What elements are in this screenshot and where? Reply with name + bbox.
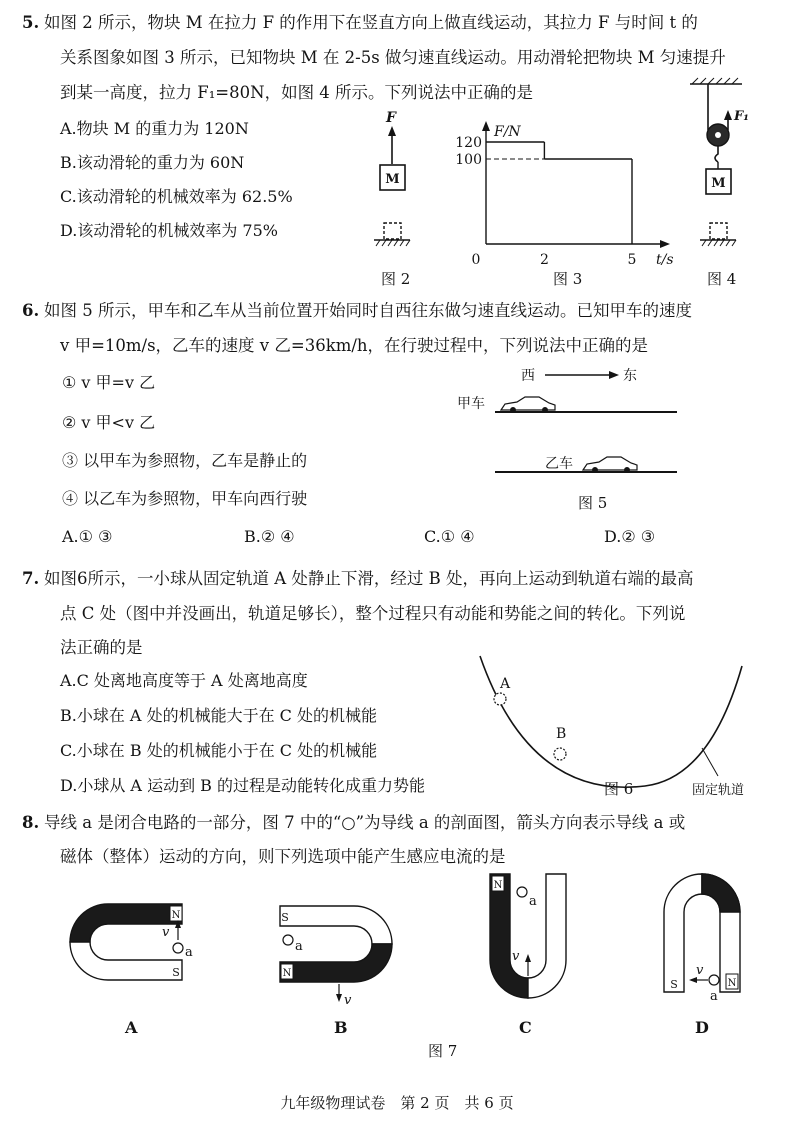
fig7-label-b: B — [334, 1018, 348, 1037]
fig7-label-d: D — [695, 1018, 709, 1037]
fig3-x-arrowhead — [660, 240, 670, 248]
svg-text:S: S — [281, 911, 289, 924]
fig4-dashed-block — [710, 223, 727, 239]
fig2-caption: 图 2 — [381, 270, 411, 288]
fig7c-wire — [517, 887, 527, 897]
fig6-label-b: B — [556, 726, 567, 742]
svg-text:N: N — [282, 968, 292, 979]
fig5-west-label: 西 — [521, 368, 535, 384]
q7-option-b: B.小球在 A 处的机械能大于在 C 处的机械能 — [60, 706, 377, 725]
figure-4 — [690, 80, 770, 280]
figure-3-chart — [448, 112, 678, 272]
fig6-track-label: 固定轨道 — [692, 783, 745, 798]
figure-2 — [370, 108, 430, 288]
fig7-label-c: C — [519, 1018, 532, 1037]
fig7b-wire — [283, 935, 293, 945]
fig5-car-b-label: 乙车 — [545, 456, 573, 472]
q7-stem-line3: 法正确的是 — [60, 638, 143, 657]
q6-number: 6. — [22, 301, 40, 320]
fig3-y-tick-label: 120 — [455, 135, 482, 151]
page-footer: 九年级物理试卷 第 2 页 共 6 页 — [280, 1094, 514, 1112]
fig6-caption: 图 6 — [604, 780, 634, 798]
fig7-magnet-a — [70, 900, 200, 990]
q6-statement-2: ② v 甲<v 乙 — [62, 413, 156, 432]
fig7-magnet-d — [660, 868, 760, 1008]
fig6-ball-b — [554, 748, 566, 760]
fig4-ground-hatch — [702, 240, 736, 246]
fig2-ground-hatch — [376, 240, 410, 246]
figure-5 — [455, 360, 695, 490]
svg-text:a: a — [529, 894, 537, 909]
fig2-block-label: M — [385, 172, 400, 187]
fig3-x-tick-label: 5 — [627, 252, 637, 268]
svg-text:N: N — [727, 978, 737, 989]
q6-stem-line2: v 甲=10m/s，乙车的速度 v 乙=36km/h，在行驶过程中，下列说法中正确的是 — [60, 336, 649, 355]
q7-stem-line1: 如图6所示，一小球从固定轨道 A 处静止下滑，经过 B 处，再向上运动到轨道右端的最高 — [44, 569, 694, 588]
q6-statement-3: ③ 以甲车为参照物，乙车是静止的 — [62, 451, 308, 470]
fig3-caption: 图 3 — [553, 270, 583, 288]
svg-text:v: v — [696, 963, 704, 978]
q7-option-a: A.C 处离地高度等于 A 处离地高度 — [60, 671, 308, 690]
fig4-hook — [715, 146, 718, 162]
q6-choice-b: B.② ④ — [244, 527, 295, 546]
q8-number: 8. — [22, 813, 40, 832]
q5-option-d: D.该动滑轮的机械效率为 75% — [60, 221, 278, 240]
q7-number: 7. — [22, 569, 40, 588]
svg-text:S: S — [172, 966, 180, 979]
q6-stem-line1: 如图 5 所示，甲车和乙车从当前位置开始同时自西往东做匀速直线运动。已知甲车的速度 — [44, 301, 692, 320]
fig7a-wire — [173, 943, 183, 953]
q8-stem-line1: 导线 a 是闭合电路的一部分，图 7 中的“○”为导线 a 的剖面图，箭头方向表示导线 a 或 — [44, 813, 686, 832]
fig6-leader-line — [702, 748, 718, 776]
q5-stem-line3: 到某一高度，拉力 F₁=80N，如图 4 所示。下列说法中正确的是 — [60, 83, 534, 102]
fig3-y-tick-label: 100 — [455, 152, 482, 168]
svg-text:v: v — [512, 949, 520, 964]
q7-stem-line2: 点 C 处（图中并没画出，轨道足够长），整个过程只有动能和势能之间的转化。下列说 — [60, 604, 686, 623]
q5-number: 5. — [22, 13, 40, 32]
fig6-ball-a — [494, 693, 506, 705]
svg-text:N: N — [171, 910, 181, 921]
q5-stem-line2: 关系图象如图 3 所示，已知物块 M 在 2-5s 做匀速直线运动。用动滑轮把物块 M 匀速提升 — [60, 48, 726, 67]
q7-option-d: D.小球从 A 运动到 B 的过程是动能转化成重力势能 — [60, 776, 426, 795]
svg-text:a: a — [710, 989, 718, 1004]
fig4-pulley-axle — [715, 132, 721, 138]
fig7-magnet-b — [270, 900, 410, 1010]
q6-statement-4: ④ 以乙车为参照物，甲车向西行驶 — [62, 489, 308, 508]
fig4-ceiling-hatch — [692, 78, 738, 84]
svg-text:a: a — [295, 939, 303, 954]
svg-text:a: a — [185, 945, 193, 960]
fig5-car-a-label: 甲车 — [457, 396, 485, 412]
fig4-caption: 图 4 — [707, 270, 737, 288]
fig6-label-a: A — [500, 676, 511, 692]
fig3-y-label: F/N — [494, 124, 521, 140]
q8-stem-line2: 磁体（整体）运动的方向，则下列选项中能产生感应电流的是 — [60, 847, 506, 866]
q5-option-b: B.该动滑轮的重力为 60N — [60, 153, 245, 172]
fig5-east-label: 东 — [623, 368, 637, 384]
fig2-dashed-block — [384, 223, 401, 239]
svg-text:v: v — [162, 925, 170, 940]
fig3-x-tick-label: 0 — [471, 252, 481, 268]
fig7d-wire — [709, 975, 719, 985]
fig5-car-a — [501, 397, 555, 413]
svg-text:v: v — [344, 993, 352, 1008]
fig2-force-label: F — [386, 110, 396, 126]
q6-choice-d: D.② ③ — [604, 527, 656, 546]
fig7-magnet-c — [486, 872, 576, 1012]
fig7-label-a: A — [125, 1018, 138, 1037]
fig4-arrowhead — [724, 110, 732, 120]
q6-statement-1: ① v 甲=v 乙 — [62, 373, 156, 392]
fig2-arrowhead — [388, 126, 396, 136]
q7-option-c: C.小球在 B 处的机械能小于在 C 处的机械能 — [60, 741, 378, 760]
fig5-car-b — [583, 457, 637, 473]
fig3-y-arrowhead — [482, 121, 490, 131]
fig7-caption: 图 7 — [428, 1042, 458, 1060]
svg-text:S: S — [670, 978, 678, 991]
q6-choice-a: A.① ③ — [62, 527, 113, 546]
fig3-x-label: t/s — [656, 252, 674, 268]
fig6-track — [480, 656, 742, 787]
fig5-arrowhead — [609, 371, 619, 379]
svg-text:N: N — [493, 880, 503, 891]
fig4-force-label: F₁ — [734, 109, 749, 124]
fig3-x-tick-label: 2 — [539, 252, 549, 268]
fig5-caption: 图 5 — [578, 494, 608, 512]
q5-option-a: A.物块 M 的重力为 120N — [60, 119, 249, 138]
q5-option-c: C.该动滑轮的机械效率为 62.5% — [60, 187, 293, 206]
fig4-block-label: M — [711, 176, 726, 191]
q6-choice-c: C.① ④ — [424, 527, 475, 546]
q5-stem-line1: 如图 2 所示，物块 M 在拉力 F 的作用下在竖直方向上做直线运动，其拉力 F 与时间 t 的 — [44, 13, 698, 32]
